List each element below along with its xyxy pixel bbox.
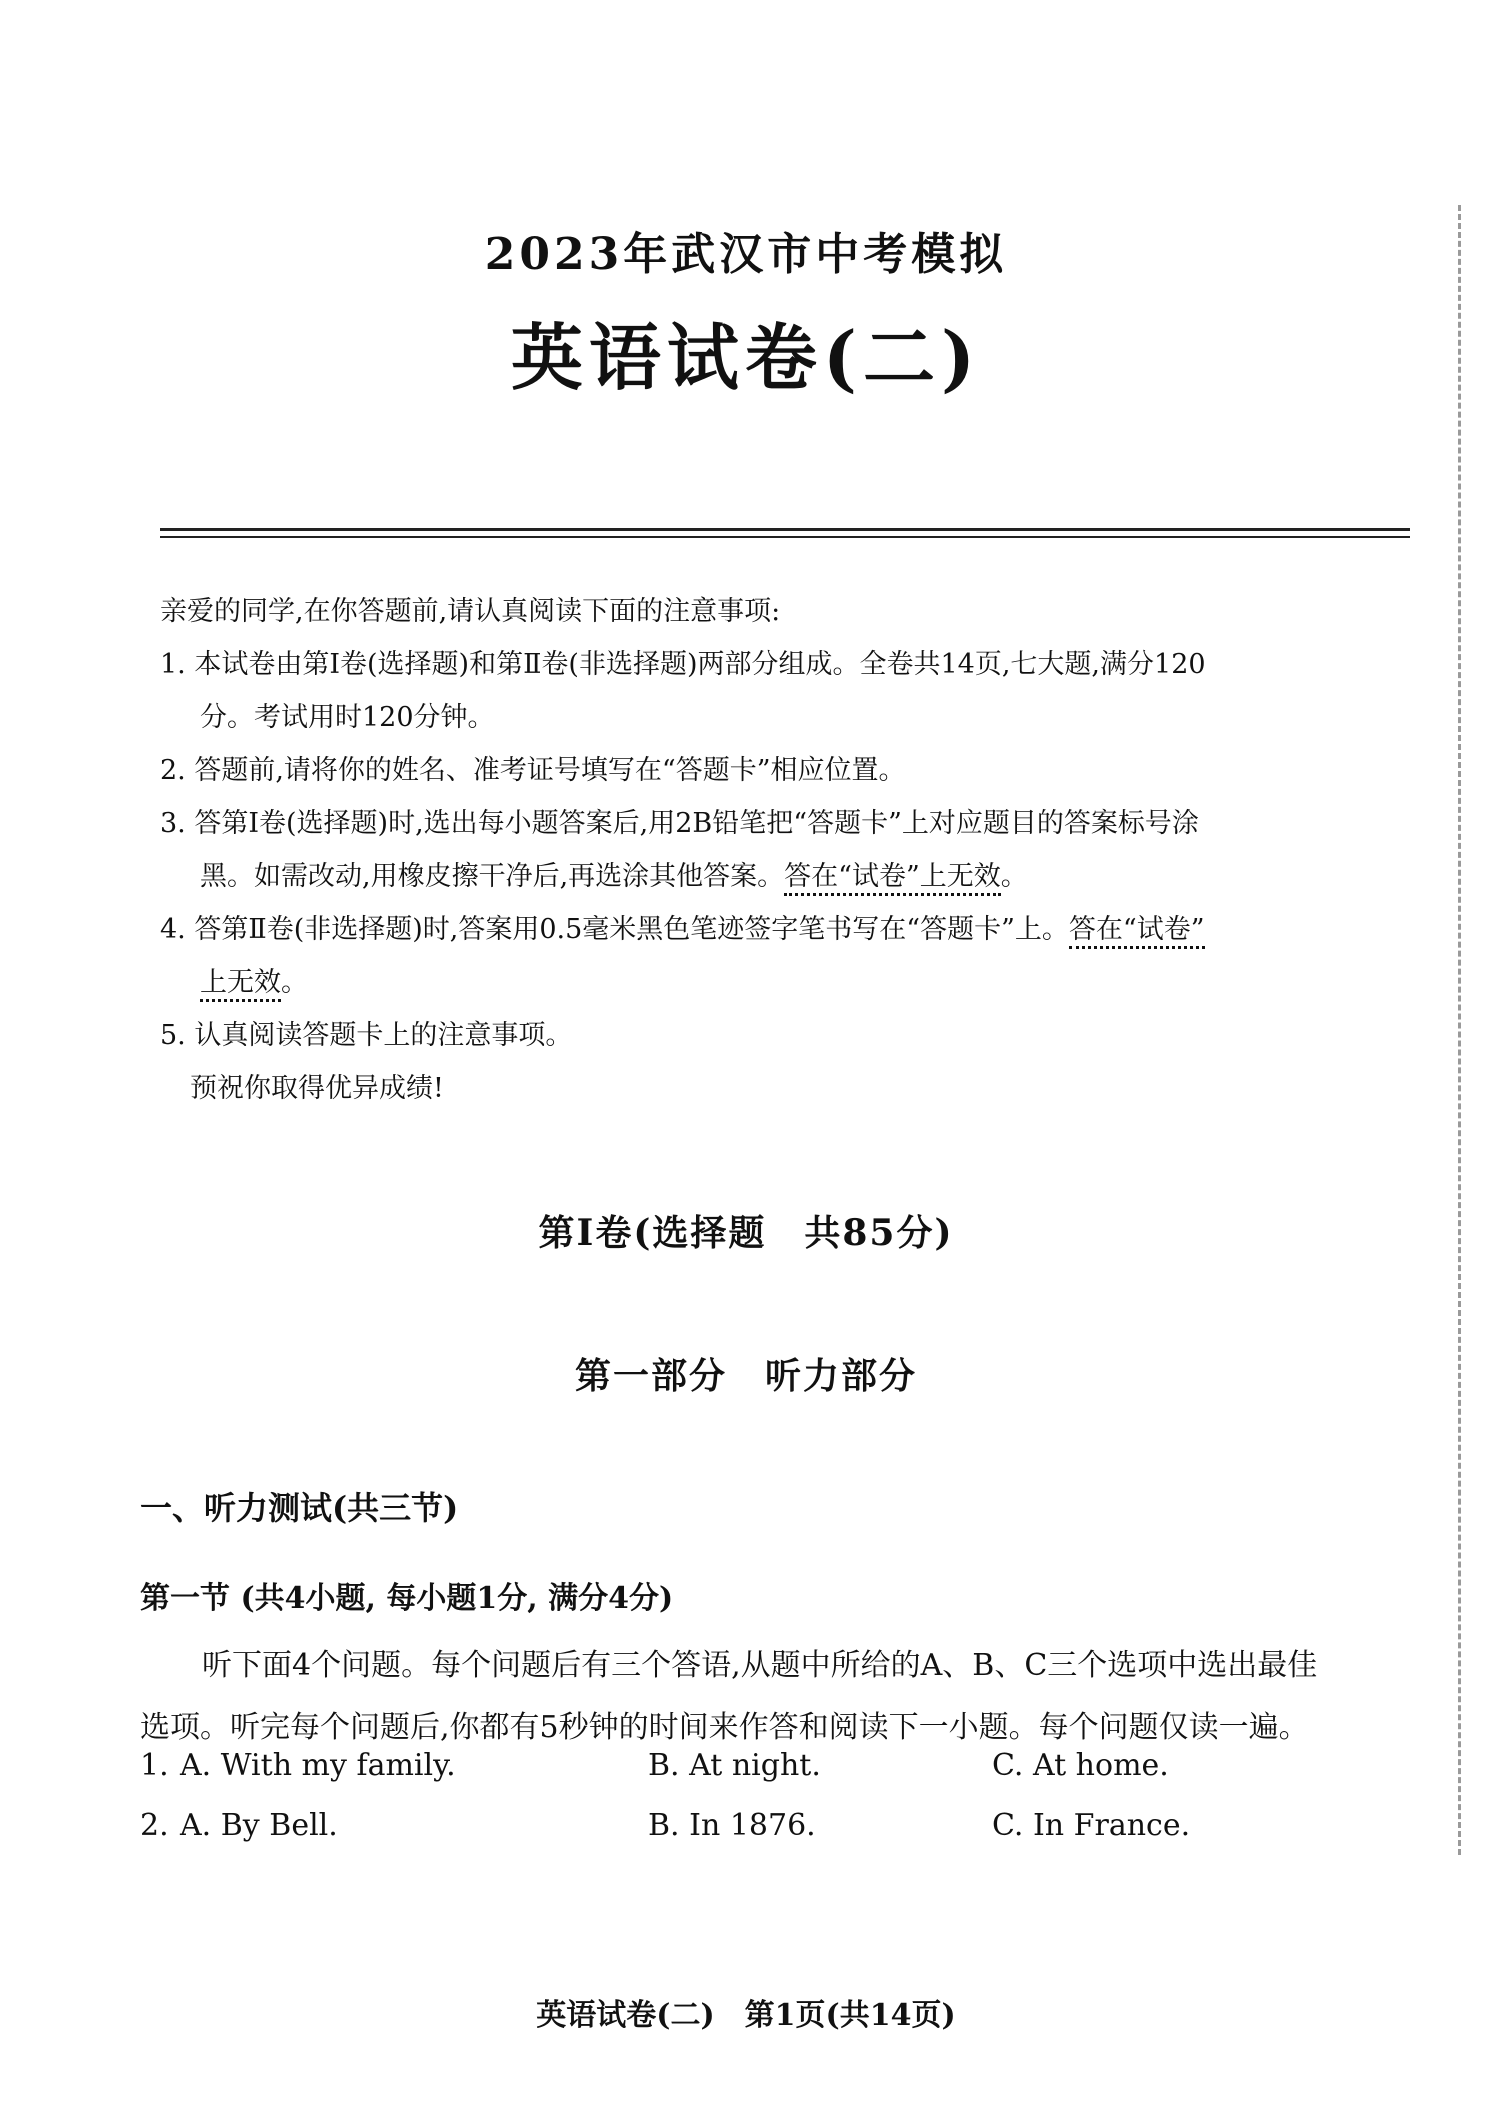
instruction-line-1: 听下面4个问题。每个问题后有三个答语,从题中所给的A、B、C三个选项中选出最佳 bbox=[202, 1648, 1318, 1683]
notice-item-1 bbox=[160, 638, 1420, 744]
notice-item-3-line-a: 3. 答第Ⅰ卷(选择题)时,选出每小题答案后,用2B铅笔把“答题卡”上对应题目的答案标号涂 bbox=[160, 808, 1199, 839]
option-b: B. In 1876. bbox=[648, 1808, 816, 1843]
notice-item-3-text: 黑。如需改动,用橡皮擦干净后,再选涂其他答案。 bbox=[200, 861, 785, 892]
volume-title: 第Ⅰ卷(选择题 共85分) bbox=[538, 1212, 954, 1254]
notice-item-4 bbox=[160, 903, 1420, 1009]
notice-item-5: 5. 认真阅读答题卡上的注意事项。 bbox=[160, 1020, 573, 1051]
notice-item-4-line-a bbox=[160, 914, 1205, 949]
notice-wish: 预祝你取得优异成绩! bbox=[190, 1073, 444, 1104]
notice-item-1-line-a: 1. 本试卷由第Ⅰ卷(选择题)和第Ⅱ卷(非选择题)两部分组成。全卷共14页,七大题,满分120 bbox=[160, 649, 1206, 680]
notice-item-4-text: 4. 答第Ⅱ卷(非选择题)时,答案用0.5毫米黑色笔迹签字笔书写在“答题卡”上。 bbox=[160, 914, 1069, 945]
option-a: A. With my family. bbox=[180, 1748, 456, 1783]
option-c: C. At home. bbox=[992, 1748, 1169, 1783]
notice-item-3-end: 。 bbox=[1000, 861, 1028, 892]
page-footer: 英语试卷(二) 第1页(共14页) bbox=[536, 1998, 956, 2033]
question-number: 1. bbox=[140, 1748, 169, 1783]
notice-item-4-end: 。 bbox=[281, 967, 308, 998]
notice-item-3-line-b bbox=[160, 861, 1028, 892]
binding-edge-line bbox=[1458, 205, 1461, 1855]
option-a: A. By Bell. bbox=[180, 1808, 338, 1843]
question-number: 2. bbox=[140, 1808, 169, 1843]
section-heading: 一、听力测试(共三节) bbox=[140, 1489, 459, 1527]
notice-greeting: 亲爱的同学,在你答题前,请认真阅读下面的注意事项: bbox=[160, 596, 781, 627]
title-rule-thick bbox=[160, 528, 1410, 531]
instruction-line-2: 选项。听完每个问题后,你都有5秒钟的时间来作答和阅读下一小题。每个问题仅读一遍。 bbox=[140, 1710, 1309, 1745]
instruction-text bbox=[140, 1635, 1410, 1759]
emphasis-dotted-text: 答在“试卷” bbox=[1069, 914, 1205, 949]
notice-item-2: 2. 答题前,请将你的姓名、准考证号填写在“答题卡”相应位置。 bbox=[160, 755, 906, 786]
subsection-heading: 第一节 (共4小题, 每小题1分, 满分4分) bbox=[140, 1581, 674, 1616]
option-c: C. In France. bbox=[992, 1808, 1191, 1843]
exam-main-title: 英语试卷(二) bbox=[510, 315, 982, 400]
title-rule-thin bbox=[160, 536, 1410, 538]
part-title: 第一部分 听力部分 bbox=[574, 1355, 917, 1397]
emphasis-dotted-text: 答在“试卷”上无效 bbox=[784, 861, 1001, 896]
notice-item-1-line-b: 分。考试用时120分钟。 bbox=[200, 702, 495, 733]
notice-item-3 bbox=[160, 797, 1420, 903]
notice-item-4-line-b bbox=[160, 967, 308, 998]
question-row bbox=[140, 1808, 1410, 1848]
exam-top-title: 2023年武汉市中考模拟 bbox=[484, 229, 1008, 280]
option-b: B. At night. bbox=[648, 1748, 821, 1783]
emphasis-dotted-text: 上无效 bbox=[200, 967, 281, 1002]
notice-block bbox=[160, 585, 1420, 1115]
question-row bbox=[140, 1748, 1410, 1788]
